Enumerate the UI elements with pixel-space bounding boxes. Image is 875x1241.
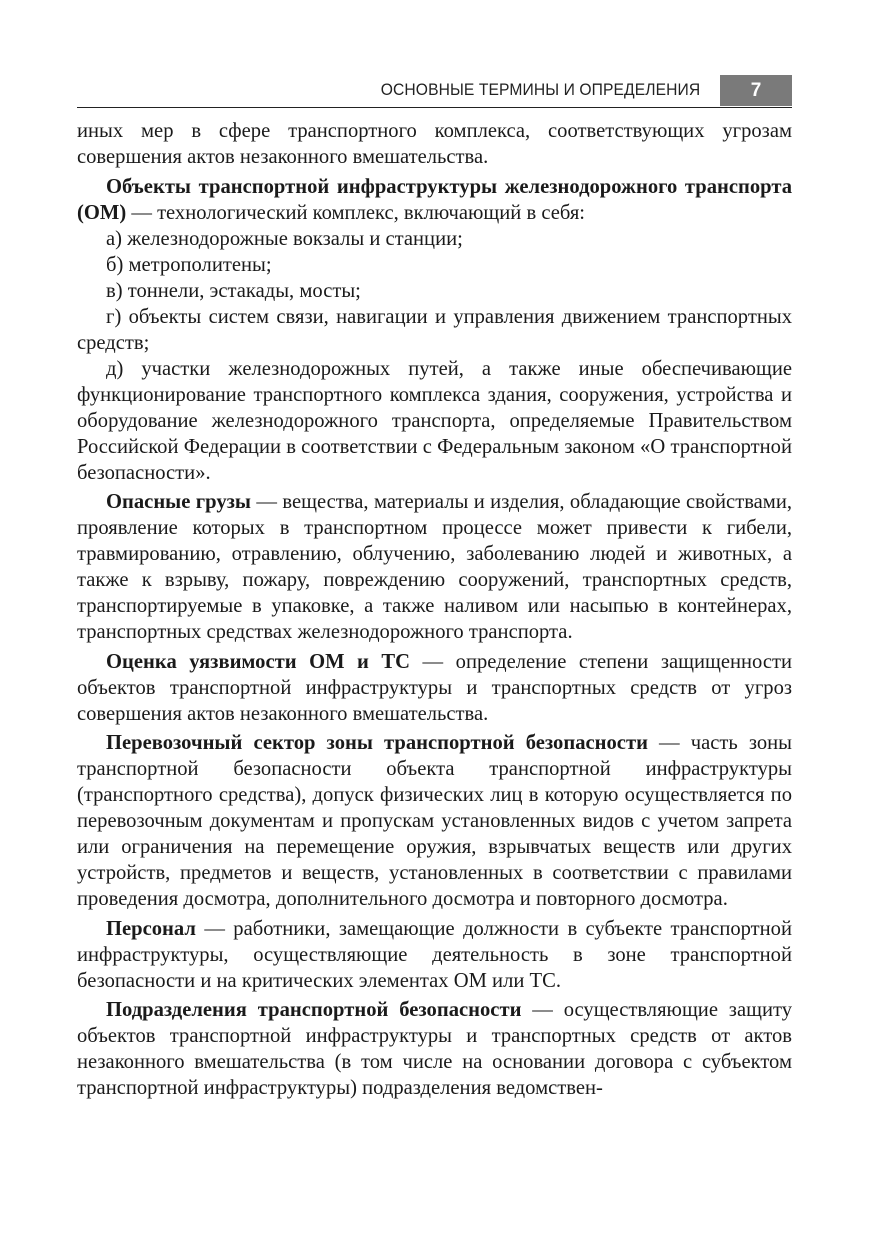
paragraph-personnel	[77, 916, 792, 994]
list-item-a: а) железнодорожные вокзалы и станции;	[106, 227, 463, 250]
page-number: 7	[720, 75, 792, 106]
definition-dangerous-goods: — вещества, материалы и изделия, обладающие свойствами, проявление которых в транспортном процессе может привести к гибели, травмированию, отравлению, облучению, заболеванию людей и животных, а также к взрыву, пожару, повреждению сооружений, транспортных средств, транспортируемые в упаковке, а также наливом или насыпью в контейнерах, транспортных средствах железнодорожного транспорта.	[77, 491, 792, 643]
paragraph-om-definition	[77, 174, 792, 226]
list-item-d: г) объекты систем связи, навигации и управления движением транспортных средств;	[77, 305, 792, 354]
term-transport-sector: Перевозочный сектор зоны транспортной безопасности	[106, 732, 648, 754]
definition-security-units: — осуществляющие защиту объектов транспортной инфраструктуры и транспортных средств от актов незаконного вмешательства (в том числе на основании договора с субъектом транспортной инфраструктуры) подразделения ведомствен-	[77, 999, 792, 1099]
term-vulnerability-assessment: Оценка уязвимости ОМ и ТС	[106, 650, 411, 673]
paragraph-dangerous-goods	[77, 489, 792, 645]
list-item-e: д) участки железнодорожных путей, а также иные обеспечивающие функционирование транспортного комплекса здания, сооружения, устройства и оборудование железнодорожного транспорта, определяемые Правительством Российской Федерации в соответствии с Федеральным законом «О транспортной безопасности».	[77, 357, 792, 484]
definition-transport-sector: — часть зоны транспортной безопасности объекта транспортной инфраструктуры (транспортного средства), допуск физических лиц в которую осуществляется по перевозочным документам и пропускам установленных видов с учетом запрета или ограничения на перемещение оружия, взрывчатых веществ или других устройств, предметов и веществ, установленных в соответствии с правилами проведения досмотра, дополнительного досмотра и повторного досмотра.	[77, 732, 792, 910]
term-om: Объекты транспортной инфраструктуры железнодорожного транспорта (ОМ)	[77, 175, 792, 224]
definition-vulnerability-assessment: — определение степени защищенности объектов транспортной инфраструктуры и транспортных средств от угроз совершения актов незаконного вмешательства.	[77, 650, 792, 725]
paragraph-continuation: иных мер в сфере транспортного комплекса, соответствующих угрозам совершения актов незаконного вмешательства.	[77, 120, 792, 168]
running-header-title: ОСНОВНЫЕ ТЕРМИНЫ И ОПРЕДЕЛЕНИЯ	[380, 80, 700, 99]
paragraph-vulnerability-assessment	[77, 649, 792, 727]
definition-om: — технологический комплекс, включающий в себя:	[126, 201, 586, 224]
running-header	[77, 75, 792, 108]
list-item-b: б) метрополитены;	[106, 253, 272, 276]
term-security-units: Подразделения транспортной безопасности	[106, 999, 522, 1021]
page-body	[77, 118, 792, 1105]
term-personnel: Персонал	[106, 917, 196, 940]
paragraph-transport-sector	[77, 730, 792, 912]
list-item-c: в) тоннели, эстакады, мосты;	[106, 279, 361, 302]
definition-personnel: — работники, замещающие должности в субъекте транспортной инфраструктуры, осуществляющие деятельность в зоне транспортной безопасности и на критических элементах ОМ или ТС.	[77, 917, 792, 992]
paragraph-security-units	[77, 997, 792, 1101]
term-dangerous-goods: Опасные грузы	[106, 491, 251, 513]
